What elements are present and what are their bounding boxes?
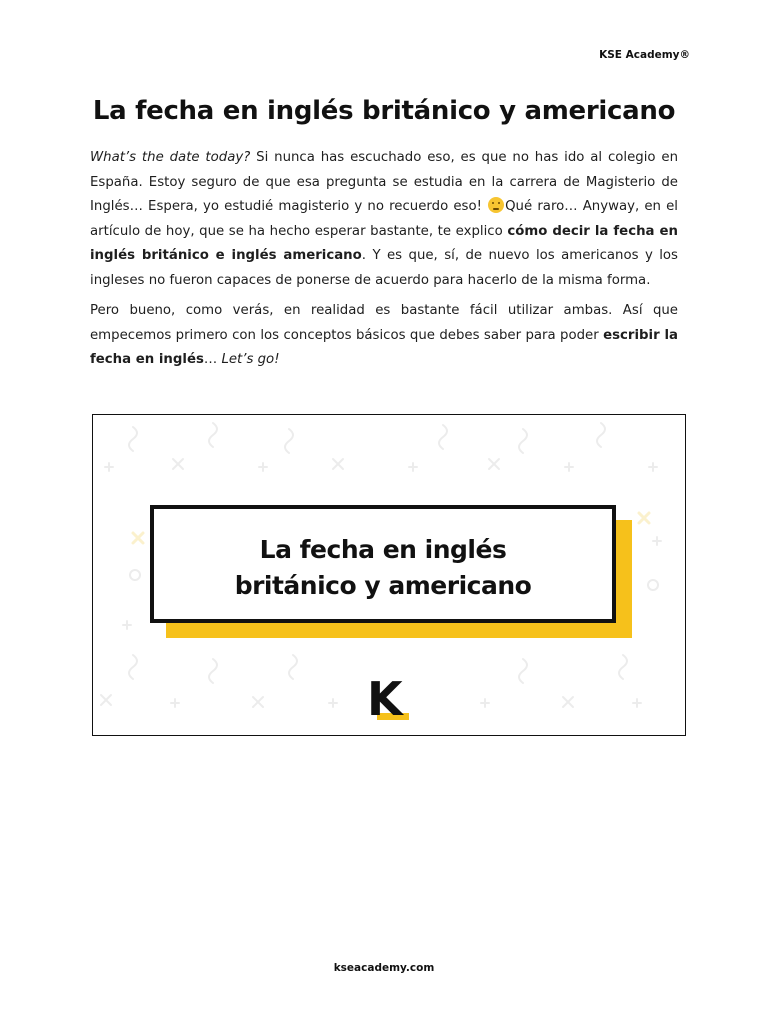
banner-title-line1: La fecha en inglés <box>259 535 507 564</box>
paragraph-bold: cómo decir la fecha en inglés británico e inglés americano <box>90 223 678 263</box>
footer-url: kseacademy.com <box>333 962 435 974</box>
paragraph-text: … <box>203 352 222 367</box>
banner-title-line2: británico y americano <box>234 571 532 600</box>
page-title: La fecha en inglés británico y americano <box>92 96 676 126</box>
paragraph-bold: escribir la fecha en inglés <box>90 327 678 367</box>
paragraph-text: . Y es que, sí, de nuevo los americanos y los ingleses no fueron capaces de ponerse de acuerdo para hacerlo de la misma forma. <box>90 248 678 288</box>
intro-question: What’s the date today? <box>90 150 251 165</box>
paragraph-text: Pero bueno, como verás, en realidad es bastante fácil utilizar ambas. Así que empecemos primero con los conceptos básicos que debes saber para poder <box>90 303 678 343</box>
banner-title <box>150 532 616 604</box>
paragraph-text: Si nunca has escuchado eso, es que no has ido al colegio en España. Estoy seguro de que esa pregunta se estudia en la carrera de Magisterio de Inglés… Espera, yo estudié magisterio y no recuerdo eso! <box>90 150 679 214</box>
paragraph-text: Qué raro… Anyway, en el artículo de hoy, que se ha hecho esperar bastante, te explico <box>90 199 679 239</box>
thinking-face-icon <box>488 197 504 213</box>
kse-logo-icon: K <box>367 672 403 726</box>
lets-go-text: Let’s go! <box>221 352 280 367</box>
paragraph-second <box>90 299 678 373</box>
paragraph-intro <box>90 146 678 293</box>
header-brand: KSE Academy® <box>599 49 690 61</box>
